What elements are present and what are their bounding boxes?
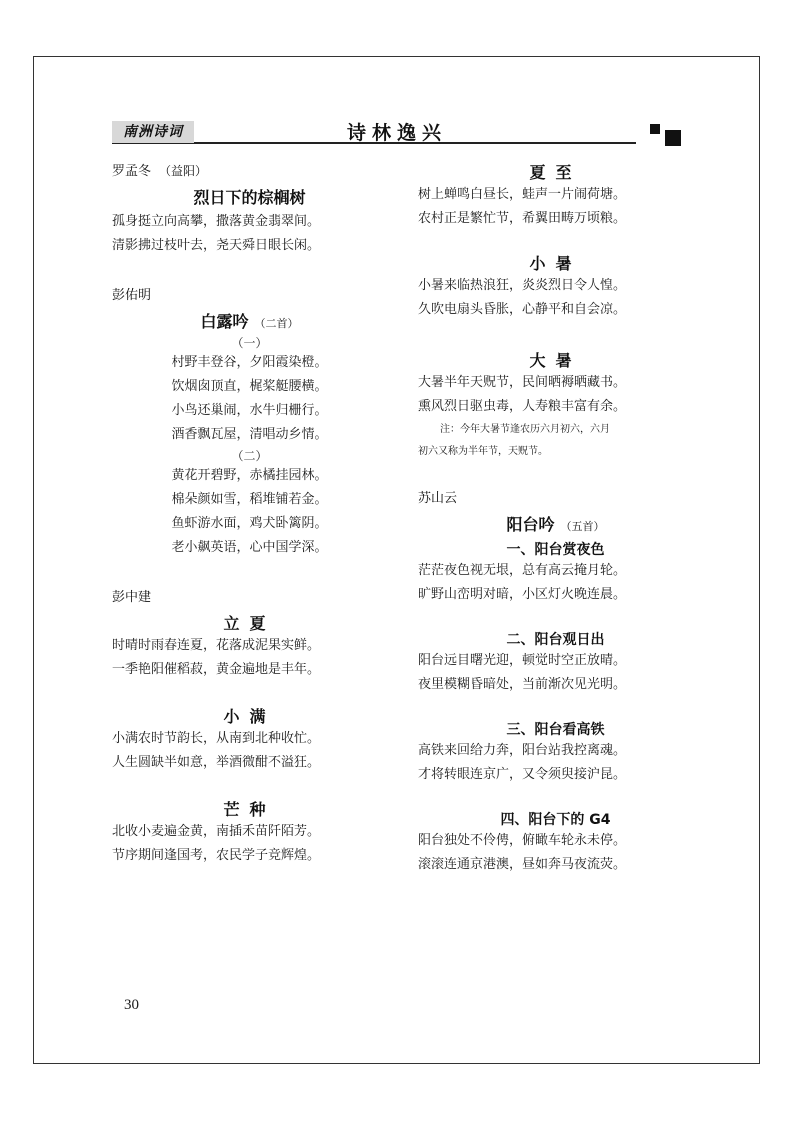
poem-line: 时晴时雨春连夏，花落成泥果实鲜。 <box>112 638 321 653</box>
author-name: 彭中建 <box>112 590 152 605</box>
left-column <box>112 160 387 868</box>
poem-line: 高铁来回给力奔，阳台站我控离魂。 <box>418 743 627 758</box>
decor-square-large <box>665 130 681 146</box>
poem-title: 夏至 <box>529 163 582 182</box>
poem-line: 夜里模糊昏暗处，当前渐次见光明。 <box>418 677 627 692</box>
poem-line: 黄花开碧野，赤橘挂园林。 <box>171 468 328 483</box>
poem-line: 棉朵颜如雪，稻堆铺若金。 <box>171 492 328 507</box>
poem-line: 节序期间逢国考，农民学子竞辉煌。 <box>112 848 321 863</box>
author-name: 罗孟冬 （益阳） <box>112 164 208 179</box>
column-tag: 南洲诗词 <box>112 121 194 143</box>
poem-body <box>418 274 693 322</box>
poem-body <box>112 351 387 447</box>
poem-line: 熏风烈日驱虫毒，人寿粮丰富有余。 <box>418 399 627 414</box>
poem-body <box>418 649 693 697</box>
poem-line: 小鸟还巢闹，水牛归栅行。 <box>171 403 328 418</box>
poem-line: 树上蝉鸣白昼长，蛙声一片闹荷塘。 <box>418 187 627 202</box>
poem-line: 人生圆缺半如意，举酒微酣不溢狂。 <box>112 755 321 770</box>
poem-body <box>112 727 387 775</box>
poem-line: 一季艳阳催稻菽，黄金遍地是丰年。 <box>112 662 321 677</box>
author-name: 苏山云 <box>418 491 458 506</box>
poem-subtitle: 三、阳台看高铁 <box>506 722 605 738</box>
poem-subtitle: 四、阳台下的 G4 <box>500 812 611 828</box>
poem-body <box>112 210 387 258</box>
poem-subtitle: （一） <box>231 336 268 350</box>
poem-body <box>112 634 387 682</box>
poem-body <box>418 371 693 419</box>
poem-title: 大暑 <box>529 351 582 370</box>
poem-line: 滚滚连通京港澳，昼如奔马夜流荧。 <box>418 857 627 872</box>
poem-line: 大暑半年天贶节，民间晒褥晒藏书。 <box>418 375 627 390</box>
poem-body <box>418 559 693 607</box>
poem-body <box>112 464 387 560</box>
poem-line: 清影拂过枝叶去，尧天舜日眼长闲。 <box>112 238 321 253</box>
poem-title: 白露吟 （二首） <box>200 312 299 331</box>
poem-line: 茫茫夜色视无垠，总有高云掩月轮。 <box>418 563 627 578</box>
poem-line: 北收小麦遍金黄，南插禾苗阡陌芳。 <box>112 824 321 839</box>
poem-line: 才将转眼连京广，又令须臾接沪昆。 <box>418 767 627 782</box>
poem-line: 阳台远目曙光迎，顿觉时空正放晴。 <box>418 653 627 668</box>
poem-note: 注：今年大暑节逢农历六月初六，六月 <box>440 424 610 435</box>
poem-title: 立夏 <box>223 614 276 633</box>
poem-body <box>418 183 693 231</box>
poem-title-note: （五首） <box>560 520 605 533</box>
poem-title: 阳台吟 （五首） <box>506 515 605 534</box>
poem-line: 小满农时节韵长，从南到北种收忙。 <box>112 731 321 746</box>
poem-body <box>112 820 387 868</box>
author-name: 彭佑明 <box>112 288 152 303</box>
poem-title: 芒种 <box>223 800 276 819</box>
poem-body <box>418 829 693 877</box>
page-header <box>112 118 680 148</box>
poem-line: 久吹电扇头昏胀，心静平和自会凉。 <box>418 302 627 317</box>
poem-subtitle: （二） <box>231 449 268 463</box>
poem-subtitle: 一、阳台赏夜色 <box>506 542 605 558</box>
poem-line: 老小飙英语，心中国学深。 <box>171 540 328 555</box>
poem-note: 初六又称为半年节，天贶节。 <box>418 446 548 457</box>
poem-line: 酒香飘瓦屋，清唱动乡情。 <box>171 427 328 442</box>
page-number: 30 <box>124 997 139 1013</box>
poem-title: 小满 <box>223 707 276 726</box>
poem-title-note: （二首） <box>254 317 299 330</box>
poem-title: 小暑 <box>529 254 582 273</box>
decor-square-small <box>650 124 660 134</box>
poem-line: 旷野山峦明对暗，小区灯火晚连晨。 <box>418 587 627 602</box>
section-title: 诗林逸兴 <box>347 122 448 144</box>
poem-line: 小暑来临热浪狂，炎炎烈日令人惶。 <box>418 278 627 293</box>
poem-line: 村野丰登谷，夕阳霞染橙。 <box>171 355 328 370</box>
author-location: （益阳） <box>159 164 208 178</box>
poem-line: 孤身挺立向高攀，撒落黄金翡翠间。 <box>112 214 321 229</box>
poem-line: 阳台独处不伶俜，俯瞰车轮永未停。 <box>418 833 627 848</box>
poem-line: 农村正是繁忙节，希翼田畴万顷粮。 <box>418 211 627 226</box>
poem-title: 烈日下的棕榈树 <box>193 188 306 207</box>
poem-subtitle: 二、阳台观日出 <box>506 632 605 648</box>
poem-body <box>418 739 693 787</box>
poem-line: 饮烟囱顶直，梶桨艇腰横。 <box>171 379 328 394</box>
right-column <box>418 160 693 877</box>
poem-line: 鱼虾游水面，鸡犬卧篱阴。 <box>171 516 328 531</box>
